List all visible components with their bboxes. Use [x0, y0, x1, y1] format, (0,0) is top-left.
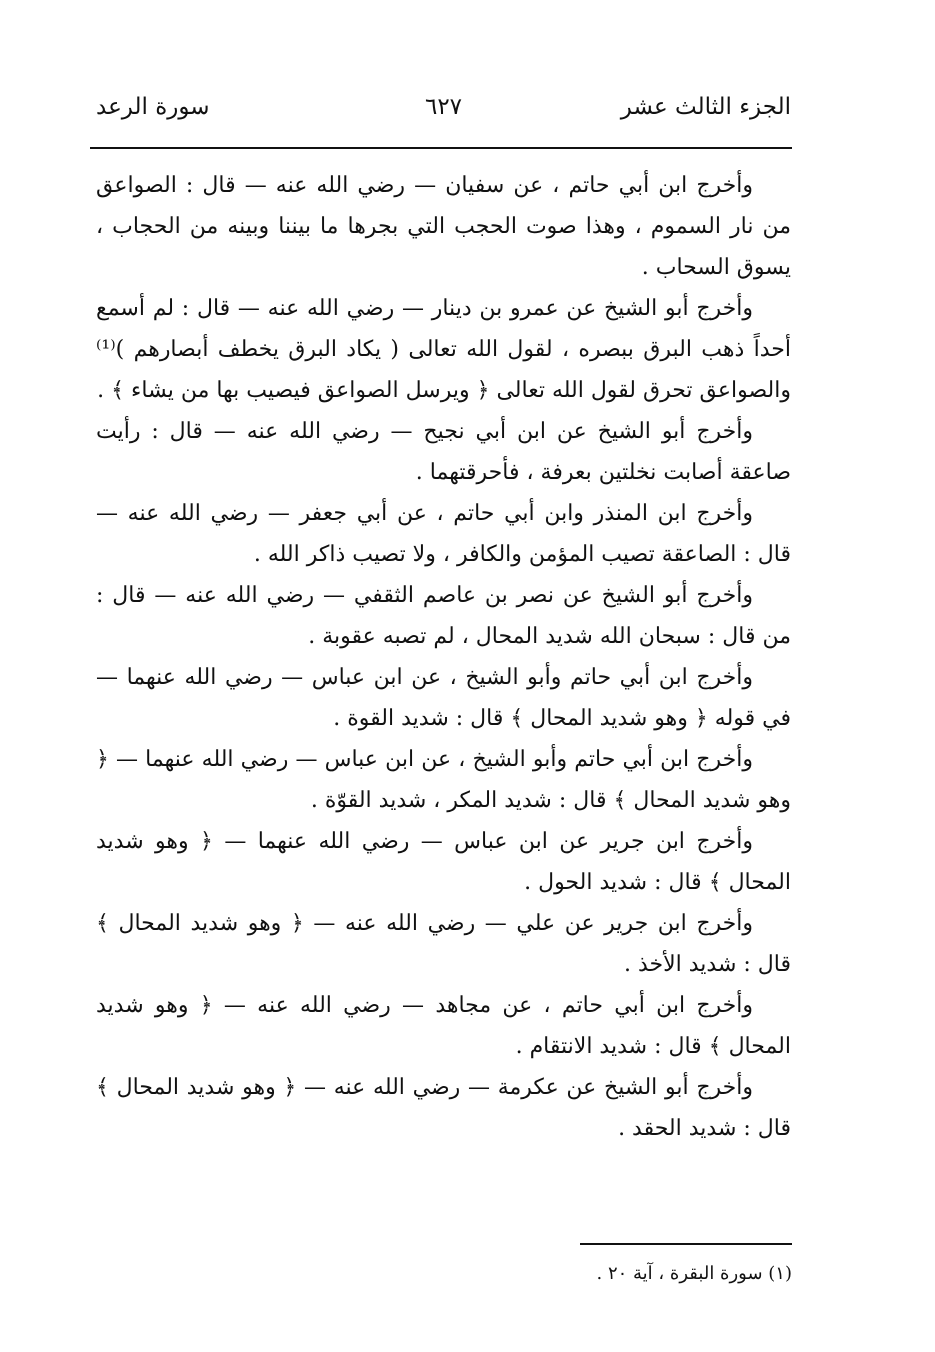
paragraph: وأخرج ابن المنذر وابن أبي حاتم ، عن أبي جعفر — رضي الله عنه — قال : الصاعقة تصيب المؤمن والكافر ، ولا تصيب ذاكر الله .: [96, 501, 791, 567]
page-header: [96, 92, 791, 132]
paragraph: وأخرج أبو الشيخ عن عكرمة — رضي الله عنه — ﴿ وهو شديد المحال ﴾ قال : شديد الحقد .: [96, 1075, 791, 1141]
footnote: (١) سورة البقرة ، آية ٢٠ .: [596, 1263, 792, 1284]
part-title: الجزء الثالث عشر: [620, 94, 791, 120]
paragraph: وأخرج أبو الشيخ عن نصر بن عاصم الثقفي — رضي الله عنه — قال : من قال : سبحان الله شديد المحال ، لم تصبه عقوبة .: [96, 583, 791, 649]
paragraph: وأخرج ابن جرير عن علي — رضي الله عنه — ﴿ وهو شديد المحال ﴾ قال : شديد الأخذ .: [96, 911, 791, 977]
paragraph: وأخرج ابن أبي حاتم وأبو الشيخ ، عن ابن عباس — رضي الله عنهما — في قوله ﴿ وهو شديد المحال ﴾ قال : شديد القوة .: [96, 665, 791, 731]
paragraph: وأخرج ابن أبي حاتم ، عن مجاهد — رضي الله عنه — ﴿ وهو شديد المحال ﴾ قال : شديد الانتقام .: [96, 993, 791, 1059]
paragraph: وأخرج أبو الشيخ عن عمرو بن دينار — رضي الله عنه — قال : لم أسمع أحداً ذهب البرق ببصره ، لقول الله تعالى ( يكاد البرق يخطف أبصارهم )⁽¹⁾ والصواعق تحرق لقول الله تعالى ﴿ ويرسل الصواعق فيصيب بها من يشاء ﴾ .: [96, 296, 791, 403]
paragraph: وأخرج أبو الشيخ عن ابن أبي نجيح — رضي الله عنه — قال : رأيت صاعقة أصابت نخلتين بعرفة ، فأحرقتهما .: [96, 419, 791, 485]
footnote-rule: [580, 1243, 792, 1245]
paragraph: وأخرج ابن أبي حاتم ، عن سفيان — رضي الله عنه — قال : الصواعق من نار السموم ، وهذا صوت الحجب التي بجرها ما بيننا وبينه من الحجاب ، يسوق السحاب .: [96, 173, 791, 280]
paragraph: وأخرج ابن أبي حاتم وأبو الشيخ ، عن ابن عباس — رضي الله عنهما — ﴿ وهو شديد المحال ﴾ قال : شديد المكر ، شديد القوّة .: [96, 747, 791, 813]
paragraph: وأخرج ابن جرير عن ابن عباس — رضي الله عنهما — ﴿ وهو شديد المحال ﴾ قال : شديد الحول .: [96, 829, 791, 895]
surah-title: سورة الرعد: [96, 94, 210, 120]
page-number: ٦٢٧: [424, 94, 463, 120]
page-body: [96, 165, 791, 1149]
header-rule: [90, 147, 792, 149]
